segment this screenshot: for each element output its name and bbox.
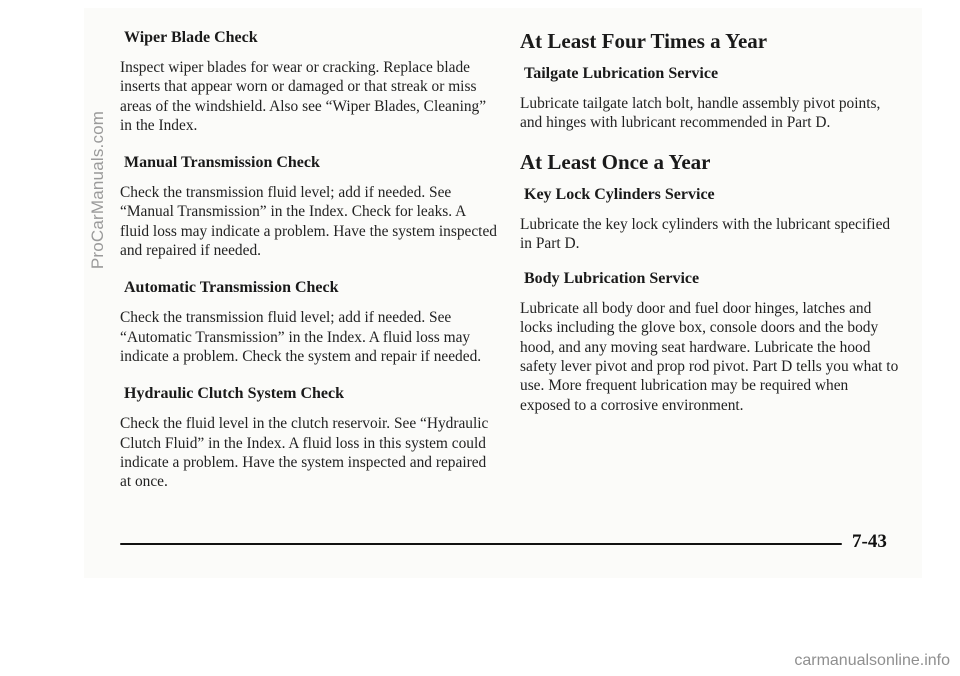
group-title-once-a-year: At Least Once a Year bbox=[520, 149, 711, 174]
section-heading-key-lock-cylinders: Key Lock Cylinders Service bbox=[524, 185, 715, 203]
bottom-watermark: carmanualsonline.info bbox=[794, 652, 950, 669]
footer-rule bbox=[120, 543, 842, 545]
section-heading-hydraulic-clutch-check: Hydraulic Clutch System Check bbox=[124, 385, 344, 403]
section-text-hydraulic-clutch-check: Check the fluid level in the clutch reservoir. See “Hydraulic Clutch Fluid” in the Index. A fluid loss in this system could indicate a problem. Have the system inspected and repaired at once. bbox=[120, 415, 489, 491]
section-heading-tailgate-lubrication: Tailgate Lubrication Service bbox=[524, 65, 719, 82]
section-heading-automatic-transmission-check: Automatic Transmission Check bbox=[124, 279, 339, 297]
side-watermark-text: ProCarManuals.com bbox=[88, 110, 107, 270]
section-heading-body-lubrication: Body Lubrication Service bbox=[524, 270, 700, 288]
section-text-wiper-blade-check: Inspect wiper blades for wear or cracking. Replace blade inserts that appear worn or damaged or that streak or miss areas of the windshield. Also see “Wiper Blades, Cleaning” in the Index. bbox=[120, 59, 487, 134]
section-text-key-lock-cylinders: Lubricate the key lock cylinders with the lubricant specified in Part D. bbox=[520, 215, 891, 252]
right-column bbox=[520, 28, 900, 431]
group-title-four-times-a-year: At Least Four Times a Year bbox=[520, 29, 768, 53]
section-text-body-lubrication: Lubricate all body door and fuel door hinges, latches and locks including the glove box, console doors and the body hood, and any moving seat hardware. Lubricate the hood safety lever pivot and prop rod pivot. Part D tells you what to use. More frequent lubrication may be required when exposed to a corrosive environment. bbox=[520, 300, 899, 414]
section-text-automatic-transmission-check: Check the transmission fluid level; add if needed. See “Automatic Transmission” in the Index. A fluid loss may indicate a problem. Check the system and repair if needed. bbox=[120, 309, 482, 365]
section-heading-manual-transmission-check: Manual Transmission Check bbox=[124, 154, 320, 172]
section-text-manual-transmission-check: Check the transmission fluid level; add if needed. See “Manual Transmission” in the Index. Check for leaks. A fluid loss may indicate a problem. Have the system inspected and repaired if needed. bbox=[120, 184, 497, 260]
page-number: 7-43 bbox=[852, 531, 887, 552]
section-text-tailgate-lubrication: Lubricate tailgate latch bolt, handle assembly pivot points, and hinges with lubricant recommended in Part D. bbox=[520, 95, 881, 132]
section-heading-wiper-blade-check: Wiper Blade Check bbox=[124, 29, 258, 46]
left-column bbox=[120, 28, 498, 509]
